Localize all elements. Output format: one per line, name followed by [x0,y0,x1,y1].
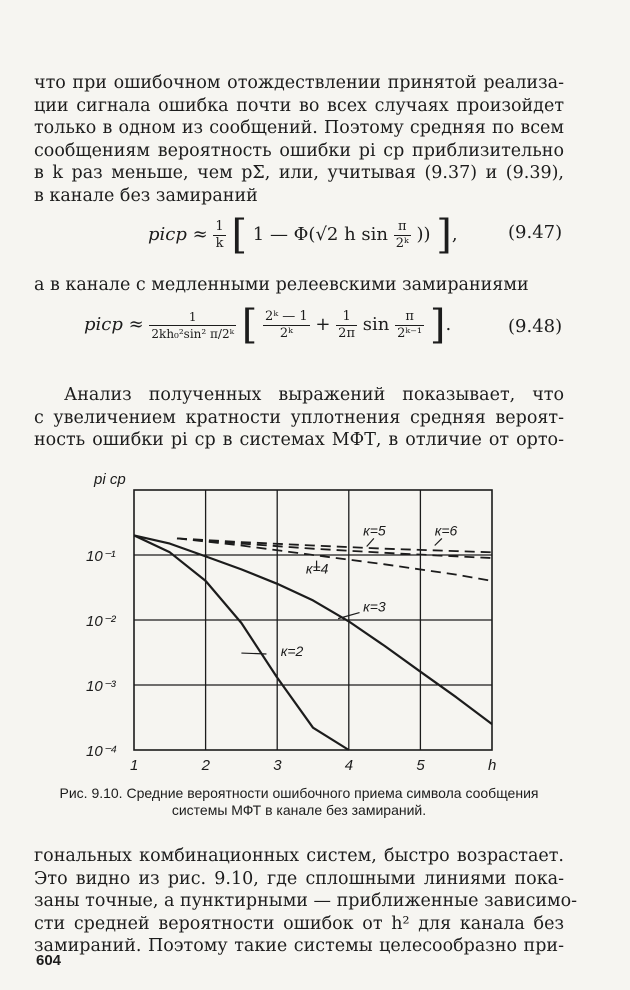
eq-bracket-close: ] [436,212,452,258]
x-tick-label: 2 [201,757,210,774]
x-tick-label: 4 [344,757,354,774]
equation-number: (9.47) [508,222,563,243]
text-line: Анализ полученных выражений показывает, что [64,385,564,405]
eq-frac-num: 1 [149,309,236,326]
text-line: сти средней вероятности ошибок от h² для канала без [34,913,564,934]
paragraph-bottom [34,845,578,958]
eq-inner-den: 2ᵏ [395,235,409,251]
paragraph-between [34,274,564,297]
eq-term3 [395,309,424,342]
eq-bracket-open: [ [241,302,258,348]
eq-term1-den: 2ᵏ [279,325,293,341]
y-tick-label: 10⁻¹ [86,548,116,565]
curve-label: к=6 [434,522,458,539]
paragraph-analysis [34,384,564,452]
eq-plus: + [315,314,331,335]
text-line: Это видно из рис. 9.10, где сплошными линиями пока- [34,868,564,889]
eq-lhs: piср ≈ [84,314,144,335]
eq-lhs: piср ≈ [148,224,208,245]
text-line: что при ошибочном отождествлении принятой реализа- [34,73,564,93]
y-tick-label: 10⁻³ [86,678,116,695]
text-line: гональных комбинационных систем, быстро возрастает. [34,846,564,866]
text-line: заны точные, а пунктирными — приближенные зависимо- [34,891,578,911]
curve-label: к=3 [363,598,386,615]
eq-term1-num: 2ᵏ — 1 [265,308,308,324]
page-number: 604 [36,952,62,969]
equation-9-48: piср ≈ $\frac{1}{\text{2kh₀²sin² π/2ᵏ}}$ [ $\frac{\text{2ᵏ — 1}}{\text{2ᵏ}}$ + $\frac{1}{2\pi}$ sin $\frac{\pi}{\text{2ᵏ⁻¹}}$ ]. [84,302,452,348]
eq-frac-den: k [215,235,224,251]
chart-labels [86,471,496,774]
paragraph-top [34,72,564,207]
text-line: ность ошибки pi ср в системах МФТ, в отличие от орто- [34,430,564,450]
eq-term2-den: 2π [338,325,355,341]
eq-inner-fraction [394,219,411,252]
equation-9-47: piср ≈ $\frac{1}{k}$ [ 1 — Φ(√2 h sin $\frac{\pi}{\text{2ᵏ}}$ )) ], [148,212,458,258]
x-tick-label: 1 [130,757,139,774]
text-line: замираний. Поэтому такие системы целесообразно при- [34,936,564,956]
text-line: ции сигнала ошибка почти во всех случаях произойдет [34,95,564,116]
x-tick-label: 5 [416,757,425,774]
eq-term3-den: 2ᵏ⁻¹ [397,325,423,341]
text-line: в k раз меньше, чем pΣ, или, учитывая (9.37) и (9.39), [34,163,564,183]
curve-label-leader [435,538,442,545]
x-tick-label: h [488,757,497,774]
eq-fraction [213,219,225,252]
curve-label-leader [241,653,266,654]
eq-sin: sin [362,314,390,335]
y-axis-label: pi ср [94,471,126,488]
eq-frac-den: 2kh₀²sin² π/2ᵏ [151,326,234,341]
y-tick-label: 10⁻⁴ [86,743,118,760]
curve-label: к=4 [305,560,329,577]
eq-term3-num: π [395,309,424,326]
eq-bracket-close: ] [429,302,446,348]
curve-label: к=2 [280,642,304,659]
curve-k4 [177,538,492,581]
eq-term1 [263,309,310,342]
curve-k6 [177,538,492,552]
text-line: сообщениям вероятность ошибки pi ср приблизительно [34,140,564,161]
eq-term2 [336,309,357,342]
text-line: только в одном из сообщений. Поэтому средняя по всем [34,118,564,138]
eq-bracket-open: [ [231,212,248,258]
curve-label-leader [367,538,374,546]
eq-term2-num: 1 [336,309,357,326]
equation-number: (9.48) [508,316,563,337]
figure-9-10-chart [0,460,630,780]
curve-label: к=5 [363,522,386,539]
eq-close: )) [416,224,431,245]
figure-caption: Рис. 9.10. Средние вероятности ошибочного приема символа сообщения системы МФТ в канале без замираний. [59,785,539,818]
eq-fraction [149,309,236,342]
text-line: а в канале с медленными релеевскими замираниями [34,275,529,295]
x-tick-label: 3 [273,757,282,774]
eq-body: 1 — Φ(√2 h sin [252,224,389,245]
eq-frac-num: 1 [215,218,224,234]
text-line: в канале без замираний [34,185,258,206]
y-tick-label: 10⁻² [86,613,116,630]
text-line: с увеличением кратности уплотнения средняя вероят- [34,407,564,428]
eq-inner-num: π [394,219,411,236]
